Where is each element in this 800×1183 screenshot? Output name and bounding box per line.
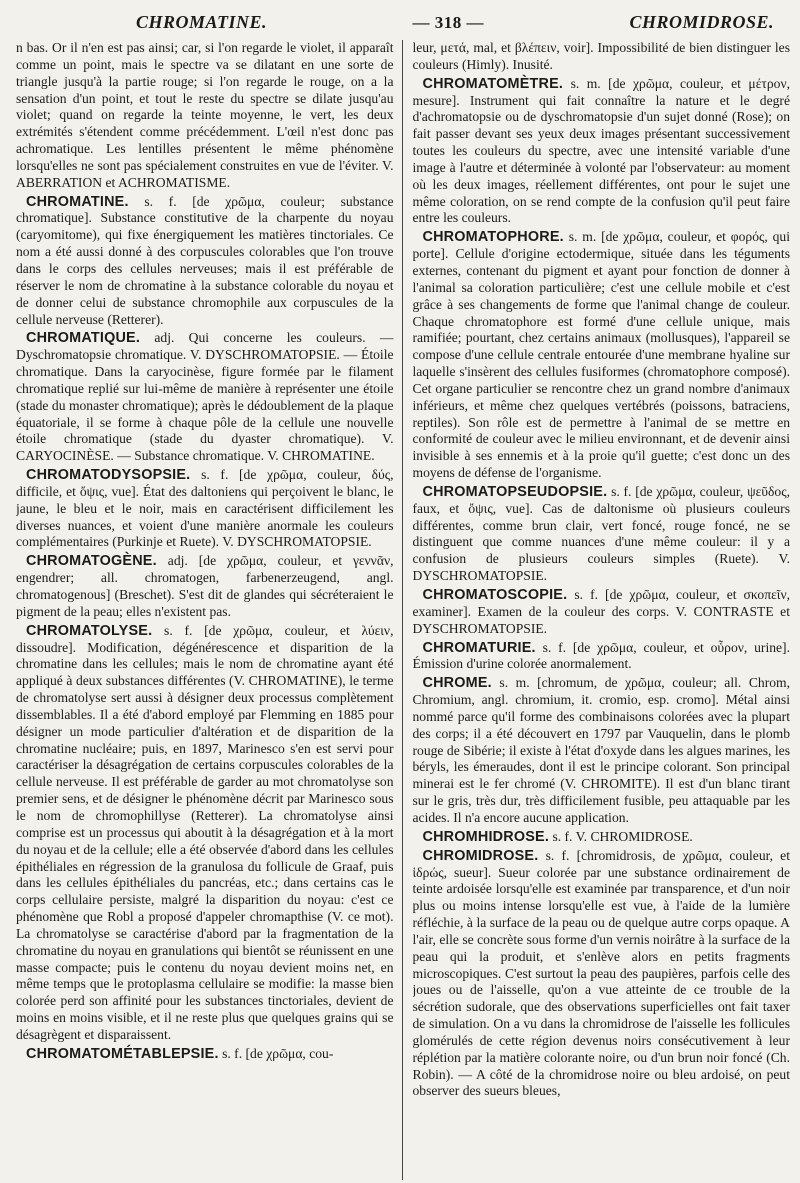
entry-headword: CHROMATOGÈNE. xyxy=(26,553,157,570)
left-column xyxy=(16,40,403,1180)
dictionary-entry xyxy=(413,675,791,827)
dictionary-entry xyxy=(16,40,394,192)
dictionary-entry xyxy=(16,1046,394,1063)
entry-text: s. f. [de χρῶμα, couleur, et οὖρον, urine]. Émission d'urine colorée anormalement. xyxy=(412,639,790,672)
entry-headword: CHROMATIQUE. xyxy=(26,330,141,347)
dictionary-entry xyxy=(413,229,791,482)
text-columns xyxy=(16,40,790,1180)
entry-headword: CHROMATOLYSE. xyxy=(26,622,153,639)
running-header xyxy=(16,12,790,38)
right-column xyxy=(413,40,791,1180)
entry-text: s. m. [de χρῶμα, couleur, et μέτρον, mesure]. Instrument qui fait connaître la nature et le degré d'achromatopsie ou de dyschromatopsie d'un sujet donné (Rose); on fait passer devant ses yeux deux images présentant successivement toutes les couleurs du spectre, avec une intensité variable d'une image à l'autre et déterminée à volonté par l'observateur: au moment où les deux images, réellement différentes, ont pour le sujet une même coloration, on se rend compte de la confusion qu'il peut faire entre les couleurs. xyxy=(412,75,790,226)
header-right-title: CHROMIDROSE. xyxy=(629,12,774,32)
entry-text: s. f. [chromidrosis, de χρῶμα, couleur, et ἱδρώς, sueur]. Sueur colorée par une substance ordinairement de teinte ardoisée lorsqu'elle est examinée par transparence, et d'un noir plus ou moins intense lorsqu'elle est vue, à l'aide de la lumière réfléchie, à la surface de la peau ou de quelque autre corps opaque. A l'air, elle se concrète sous forme d'un vernis noirâtre à la surface de la peau qui la produit, et s'enlève alors en petits fragments microscopiques. C'est surtout la peau des paupières, parfois celle des joues ou de l'aisselle, qu'on a vue atteinte de ce trouble de la sécrétion sudorale, que des observations superficielles ont fait taxer de simulation. On a vu dans la chromidrose de l'aisselle les follicules glomérulés de cette région devenus noirs consécutivement à leur réplétion par la matière colorante noire, ou d'un brun noir foncé (Ch. Robin). — A côté de la chromidrose noire ou bleu ardoisé, on peut observer des sueurs bleues, xyxy=(412,847,790,1099)
entry-text: s. m. [de χρῶμα, couleur, et φορός, qui porte]. Cellule d'origine ectodermique, située dans les téguments externes, contenant du pigment et ayant pour fonction de donner à l'animal sa coloration particulière; c'est une cellule mobile et c'est grâce à ses changements de forme que l'animal change de couleur. Chaque chromatophore est formé d'une cellule unique, mais ramifiée; pourtant, chez certains animaux (mollusques), l'appareil se compose d'une cellule centrale entourée d'une membrane hyaline sur laquelle s'insèrent des cellules fusiformes (chromatophore composé). Cet organe particulier se rencontre chez un grand nombre d'animaux inférieurs, et même chez quelques vertébrés (poissons, batraciens, reptiles). Son rôle est de permettre à l'animal de se mettre en conformité de couleur avec le milieu environnant, et de devenir ainsi invisible à ses ennemis et à la proie qu'il guette; c'est donc un des moyens de défense de l'organisme. xyxy=(412,229,790,481)
entry-text: s. f. V. CHROMIDROSE. xyxy=(552,828,693,844)
entry-headword: CHROMATOMÈTRE. xyxy=(422,75,564,92)
entry-headword: CHROMATOMÉTABLEPSIE. xyxy=(26,1045,219,1062)
entry-headword: CHROMATODYSOPSIE. xyxy=(26,467,191,484)
page-number: — 318 — xyxy=(412,13,484,32)
dictionary-entry xyxy=(16,330,394,465)
entry-headword: CHROME. xyxy=(422,675,492,692)
dictionary-entry xyxy=(16,553,394,620)
entry-text: s. f. [de χρῶμα, couleur, et λύειν, dissoudre]. Modification, dégénérescence et disparition de la chromatine dans les cellules; mais le nom de chromatine ayant été appliqué à deux substances différentes (V. CHROMATINE), le terme de chromatolyse sert aussi à désigner deux processus complètement dissemblables. Il a été d'abord employé par Flemming en 1885 pour désigner un mode particulier d'altération et de disparition de la chromatine nucléaire; puis, en 1897, Marinesco s'en est servi pour caractériser la désagrégation de certains corpuscules colorables de la cellule nerveuse. Il est préférable de garder au mot chromatolyse son premier sens, et de désigner le phénomène décrit par Marinesco sous le nom de chromophillyse (Retterer). La chromatolyse ainsi comprise est un processus qui aboutit à la désagrégation et à la mort du noyau et de la cellule; elle a été observée d'abord dans les cellules épithéliales en régression de la granulosa du follicule de Graaf, puis dans les cellules épithéliales du pancréas, etc.; dans certains cas le corps cellulaire persiste, malgré la disparition du noyau: c'est ce phénomène que Robl a proposé d'appeler chromapthise (V. ce mot). La chromatolyse se caractérise d'abord par la fragmentation de la chromatine du noyau en granulations qui bientôt se réunissent en une masse compacte; puis le contenu du noyau devient moins net, en même temps que le protoplasma cellulaire se modifie: la masse bien colorée perd son affinité pour les substances tinctoriales, devient de moins en moins visible, et il ne reste plus que quelques grains qui se désagrègent et disparaissent. xyxy=(16,622,394,1042)
entry-text: adj. Qui concerne les couleurs. — Dyschromatopsie chromatique. V. DYSCHROMATOPSIE. — Étoile chromatique. Dans la caryocinèse, figure formée par le filament chromatique replié sur lui-même de manière à représenter une étoile (stade du monaster chromatique); après le dédoublement de la plaque équatoriale, il se forme à chaque pôle de la cellule une nouvelle étoile chromatique (stade du dyaster chromatique). V. CARYOCINÈSE. — Substance chromatique. V. CHROMATINE. xyxy=(16,330,394,464)
entry-text: s. f. [de χρῶμα, couleur, δύς, difficile, et ὄψις, vue]. État des daltoniens qui perçoivent le blanc, le jaune, le bleu et le noir, mais en caractérisent difficilement les diverses nuances, et voient d'une manière anormale les couleurs complémentaires (Purkinje et Ruete). V. DYSCHROMATOPSIE. xyxy=(16,467,394,550)
dictionary-entry xyxy=(413,40,791,74)
entry-text: leur, μετά, mal, et βλέπειν, voir]. Impossibilité de bien distinguer les couleurs (Himly). Inusité. xyxy=(412,40,790,72)
dictionary-entry xyxy=(413,848,791,1101)
entry-text: s. f. [de χρῶμα, couleur, et σκοπεῖν, examiner]. Examen de la couleur des corps. V. CONTRASTE et DYSCHROMATOPSIE. xyxy=(412,587,790,636)
entry-headword: CHROMATURIE. xyxy=(422,639,536,656)
entry-headword: CHROMATOPHORE. xyxy=(422,229,564,246)
entry-text: s. f. [de χρῶμα, couleur, ψεῦδος, faux, et ὄψις, vue]. Cas de daltonisme où plusieurs couleurs différentes, comme brun clair, vert foncé, rouge foncé, ne se distinguent que comme nuances d'une même couleur: il y a confusion de plusieurs couleurs simples (Ruete). V. DYSCHROMATOPSIE. xyxy=(412,483,790,584)
entry-text: s. f. [de χρῶμα, couleur; substance chromatique]. Substance constitutive de la charpente du noyau (caryomitome), qui fixe énergiquement les matières tinctoriales. Ce nom a été aussi donné à des corpuscules colorables que l'on trouve dans le corps des cellules nerveuses; mais il est préférable de réserver le nom de chromatine à la substance colorable du noyau et de donner celui de substance chromophile aux corpuscules de la cellule nerveuse (Retterer). xyxy=(16,193,394,327)
entry-text: s. f. [de χρῶμα, cou- xyxy=(222,1045,334,1061)
header-left-title: CHROMATINE. xyxy=(136,12,268,32)
entry-text: s. m. [chromum, de χρῶμα, couleur; all. Chrom, Chromium, angl. chromium, it. cromio, esp. cromo]. Métal ainsi nommé parce qu'il forme des combinaisons colorées avec la plupart des corps; il a été découvert en 1797 par Vauquelin, dans le plomb rouge de Sibérie; il existe à l'état d'oxyde dans les algues marines, les béryls, les émeraudes, dont il est le principe colorant. Son principal minerai est le fer chromé (V. CHROMITE). Il est d'un blanc tirant sur le gris, très dur, très difficilement fusible, peu attaquable par les acides. Il n'a encore aucune application. xyxy=(412,675,790,825)
entry-headword: CHROMIDROSE. xyxy=(422,847,539,864)
dictionary-entry xyxy=(16,467,394,551)
dictionary-entry xyxy=(16,623,394,1044)
entry-headword: CHROMATOSCOPIE. xyxy=(422,587,568,603)
entry-headword: CHROMATINE. xyxy=(26,193,129,210)
dictionary-entry xyxy=(16,194,394,329)
dictionary-entry xyxy=(413,587,791,638)
dictionary-entry xyxy=(413,640,791,674)
dictionary-entry xyxy=(413,76,791,228)
entry-headword: CHROMATOPSEUDOPSIE. xyxy=(422,483,608,500)
entry-headword: CHROMHIDROSE. xyxy=(422,828,550,845)
entry-text: n bas. Or il n'en est pas ainsi; car, si l'on regarde le violet, il apparaît comme un point, mais le spectre va se dilatant en une sorte de triangle jusqu'à la partie rouge; si l'on regarde le rouge, on a la sensation d'un point, et tout le reste du spectre se dilate jusqu'au violet; quand on regarde la teinte moyenne, le vert, les deux extrémités s'étendent comme précédemment. L'œil n'est donc pas achromatique. Les lentilles présentent le même phénomène lorsqu'elles ne sont pas spécialement construites en vue de l'éviter. V. ABERRATION et ACHROMATISME. xyxy=(16,40,394,190)
entry-text: adj. [de χρῶμα, couleur, et γεννᾶν, engendrer; all. chromatogen, farbenerzeugend, angl. chromatogenous] (Breschet). S'est dit de glandes qui sécréteraient le pigment de la peau; elles n'existent pas. xyxy=(16,553,394,619)
dictionary-entry xyxy=(413,484,791,585)
dictionary-entry xyxy=(413,829,791,846)
